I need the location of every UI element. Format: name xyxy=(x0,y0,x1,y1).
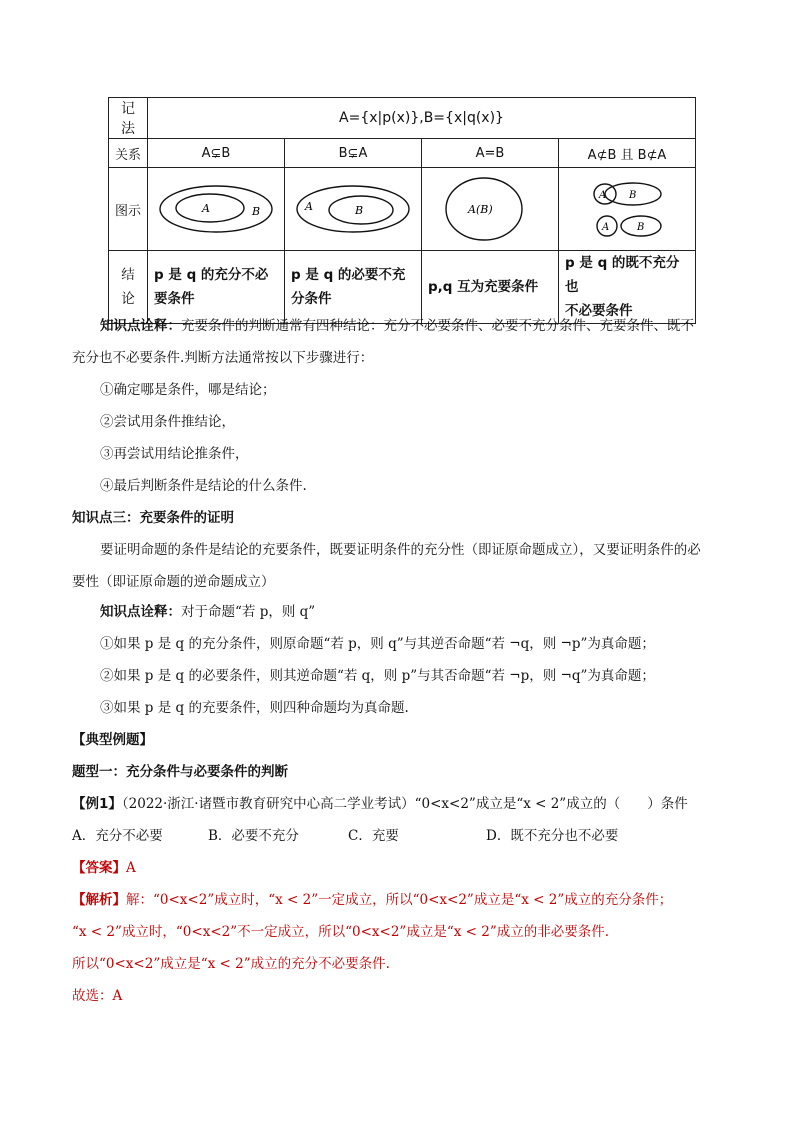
conclusion-1-line-2: 要条件 xyxy=(154,291,195,307)
section3-note-title: 知识点诠释： xyxy=(100,604,181,620)
analysis-line-1-text: 解：“0<x<2”成立时，“x < 2”一定成立，所以“0<x<2”成立是“x < 2”成立的充分条件； xyxy=(126,892,673,908)
venn-a-equals-b xyxy=(422,168,559,251)
row-label-conclusion: 结论 xyxy=(109,251,148,324)
notes1-step-1: ①确定哪是条件，哪是结论； xyxy=(100,382,276,398)
venn-b-subset-a xyxy=(285,168,422,251)
row-label-figure: 图示 xyxy=(109,168,148,251)
section3-item-2: ②如果 p 是 q 的必要条件，则其逆命题“若 q，则 p”与其否命题“若 ¬p，则 ¬q”为真命题； xyxy=(100,668,655,684)
relation-cell-4: A⊄B 且 B⊄A xyxy=(559,139,696,168)
analysis-line-3: 所以“0<x<2”成立是“x < 2”成立的充分不必要条件. xyxy=(72,956,390,972)
table-row-relation xyxy=(109,139,696,168)
example1-question xyxy=(72,792,688,812)
final-value: A xyxy=(112,988,123,1004)
section3-note-text: 对于命题“若 p，则 q” xyxy=(181,604,316,620)
venn1-outer-label: B xyxy=(252,205,261,218)
answer-value: A xyxy=(126,860,136,876)
conclusion-cell-4 xyxy=(559,251,696,324)
option-d: D．既不充分也不必要 xyxy=(486,828,619,844)
conclusion-1-line-1: p 是 q 的充分不必 xyxy=(154,267,269,283)
venn2-outer-label: A xyxy=(305,200,313,213)
conclusion-cell-2 xyxy=(285,251,422,324)
venn3-label: A(B) xyxy=(468,203,493,216)
notes1-line-1 xyxy=(100,314,694,334)
notes1-line-2: 充分也不必要条件.判断方法通常按以下步骤进行： xyxy=(72,350,374,366)
venn-diagram-4 xyxy=(565,174,689,244)
example1-tag: 【例1】 xyxy=(72,796,122,812)
analysis-final xyxy=(72,984,122,1004)
table-row-figure xyxy=(109,168,696,251)
relation-cell-3: A=B xyxy=(422,139,559,168)
table-row-notation xyxy=(109,98,696,139)
venn-diagram-1 xyxy=(154,179,278,239)
venn4-disjoint-a: A xyxy=(602,222,610,233)
conclusion-2-line-1: p 是 q 的必要不充 xyxy=(291,267,406,283)
section3-para-line-2: 要性（即证原命题的逆命题成立） xyxy=(72,574,275,590)
example1-text: （2022·浙江·诸暨市教育研究中心高二学业考试）“0<x<2”成立是“x < 2”成立的（ ）条件 xyxy=(121,796,688,812)
condition-summary-table xyxy=(108,97,696,324)
section3-item-3: ③如果 p 是 q 的充要条件，则四种命题均为真命题. xyxy=(100,700,409,716)
conclusion-4-line-1: p 是 q 的既不充分也 xyxy=(565,255,680,295)
venn4-disjoint-b: B xyxy=(637,222,645,233)
venn4-overlap-a: A xyxy=(599,190,607,201)
relation-cell-1: A⊊B xyxy=(148,139,285,168)
venn-a-subset-b xyxy=(148,168,285,251)
examples-type1: 题型一：充分条件与必要条件的判断 xyxy=(72,764,288,780)
venn4-overlap-b: B xyxy=(629,190,637,201)
venn2-inner-label: B xyxy=(355,204,364,217)
conclusion-3-line-1: p,q 互为充要条件 xyxy=(428,279,539,295)
option-a: A．充分不必要 xyxy=(72,828,163,844)
row-label-notation: 记法 xyxy=(109,98,148,139)
conclusion-cell-1 xyxy=(148,251,285,324)
final-label: 故选： xyxy=(72,988,113,1004)
relation-cell-2: B⊊A xyxy=(285,139,422,168)
analysis-tag: 【解析】 xyxy=(72,892,126,908)
notation-value: A={x|p(x)},B={x|q(x)} xyxy=(148,98,696,139)
examples-header: 【典型例题】 xyxy=(72,732,153,748)
notes1-step-4: ④最后判断条件是结论的什么条件. xyxy=(100,478,307,494)
venn-diagram-3 xyxy=(428,173,552,245)
notes1-step-3: ③再尝试用结论推条件， xyxy=(100,446,249,462)
row-label-relation: 关系 xyxy=(109,139,148,168)
answer-tag: 【答案】 xyxy=(72,860,126,876)
conclusion-cell-3 xyxy=(422,251,559,324)
venn-neither xyxy=(559,168,696,251)
table-row-conclusion xyxy=(109,251,696,324)
notes1-title: 知识点诠释： xyxy=(100,318,181,334)
section3-item-1: ①如果 p 是 q 的充分条件，则原命题“若 p，则 q”与其逆否命题“若 ¬q，则 ¬p”为真命题； xyxy=(100,636,655,652)
section3-note xyxy=(100,600,315,620)
venn-diagram-2 xyxy=(291,179,415,239)
section3-para-line-1: 要证明命题的条件是结论的充要条件，既要证明条件的充分性（即证原命题成立），又要证明条件的必 xyxy=(100,542,701,558)
example1-answer xyxy=(72,856,136,876)
conclusion-2-line-2: 分条件 xyxy=(291,291,332,307)
section3-title: 知识点三：充要条件的证明 xyxy=(72,510,234,526)
venn1-inner-label: A xyxy=(202,202,210,215)
option-c: C．充要 xyxy=(348,828,399,844)
notes1-line1-text: 充要条件的判断通常有四种结论：充分不必要条件、必要不充分条件、充要条件、既不 xyxy=(181,318,694,334)
notes1-step-2: ②尝试用条件推结论， xyxy=(100,414,235,430)
conclusion-4-line-2: 不必要条件 xyxy=(565,303,633,319)
analysis-line-2: “x < 2”成立时，“0<x<2”不一定成立，所以“0<x<2”成立是“x < 2”成立的非必要条件. xyxy=(72,924,610,940)
analysis-line-1 xyxy=(72,888,672,908)
option-b: B．必要不充分 xyxy=(208,828,299,844)
